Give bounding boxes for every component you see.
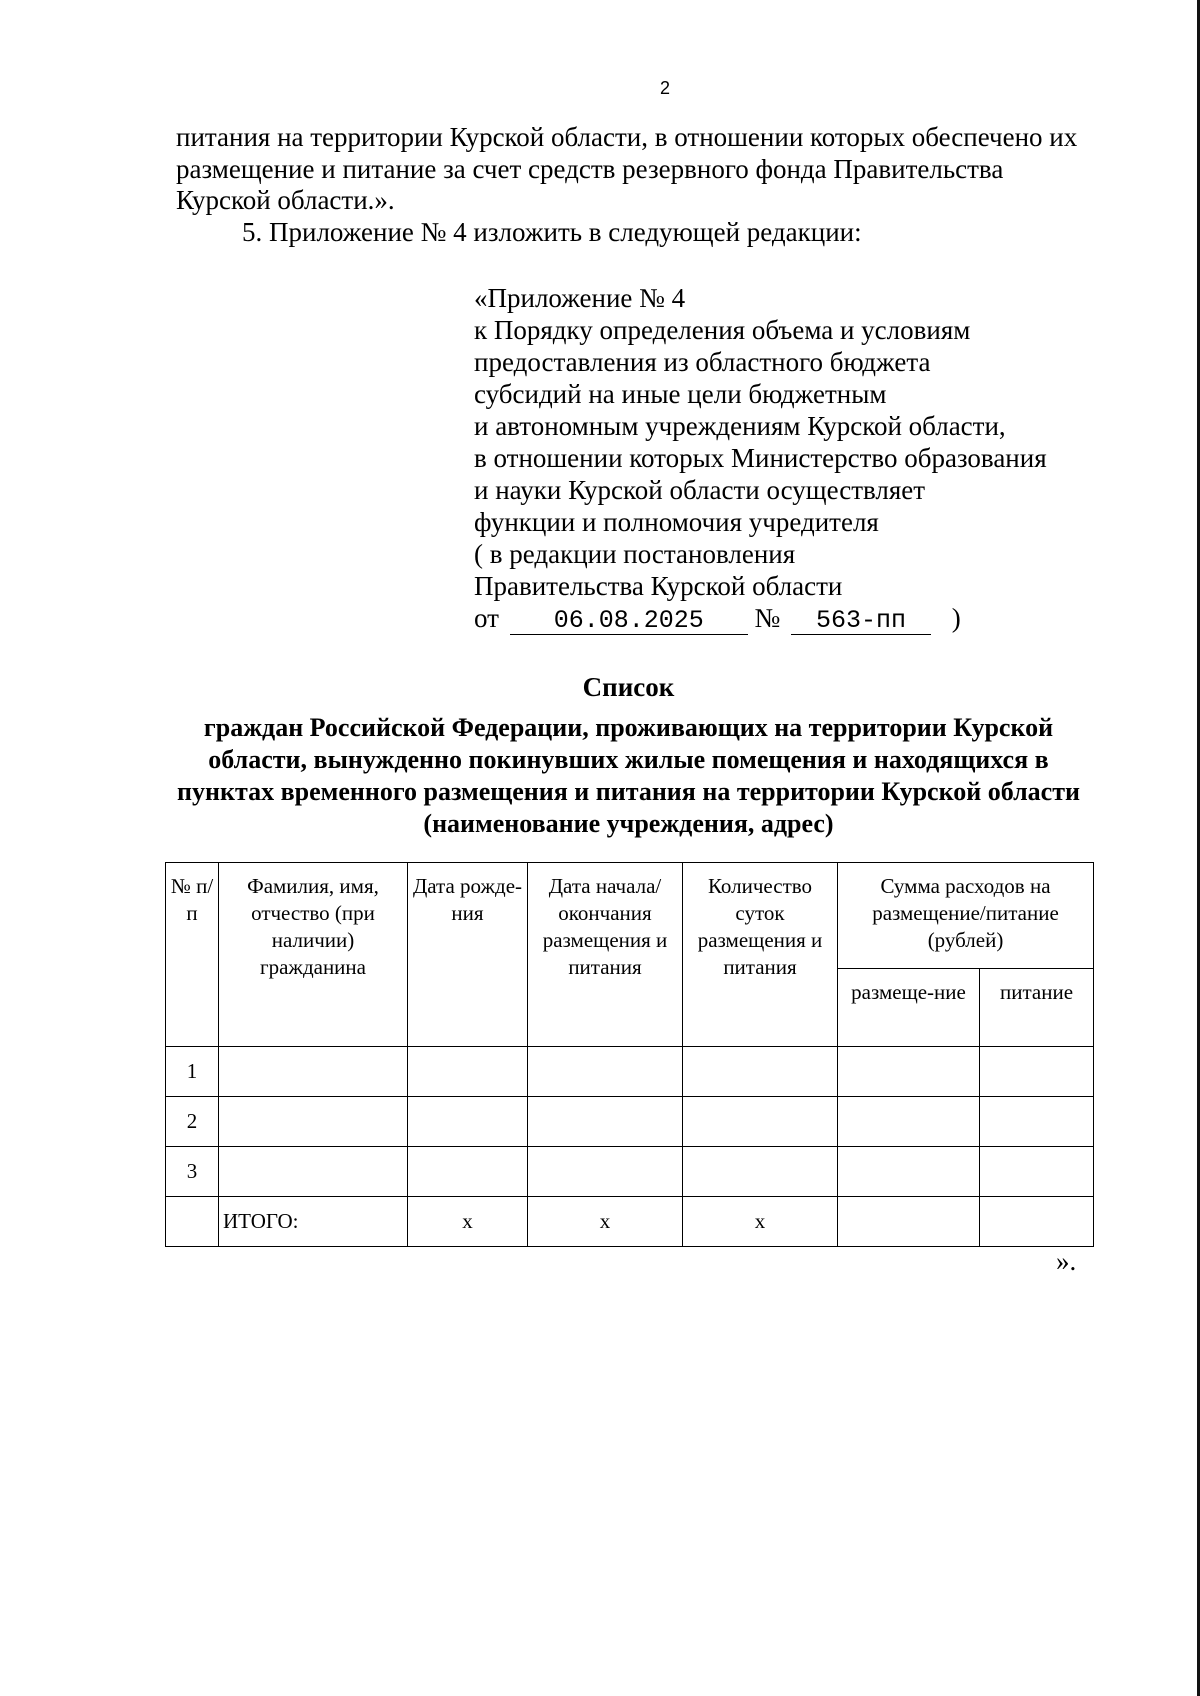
total-days-cell: х (683, 1197, 838, 1247)
table-cell (980, 1047, 1094, 1097)
list-heading: Список (582, 672, 675, 702)
list-description: граждан Российской Федерации, проживающих на территории Курской области, вынужденно покинувших жилые помещения и находящихся в пунктах временного размещения и питания на территории Курской области (наименование учреждения, адрес) (177, 713, 1080, 838)
total-food-cell (980, 1197, 1094, 1247)
table-cell (838, 1147, 980, 1197)
resolution-reference (474, 602, 1094, 635)
table-total-row (166, 1197, 1094, 1247)
table-cell (838, 1047, 980, 1097)
table-cell (980, 1097, 1094, 1147)
table-cell (408, 1147, 528, 1197)
total-label: ИТОГО: (219, 1197, 408, 1247)
table-cell (683, 1047, 838, 1097)
row-number: 3 (166, 1147, 219, 1197)
paragraph-continuation: питания на территории Курской области, в отношении которых обеспечено их размещение и питание за счет средств резервного фонда Правительства Курской области.». (176, 122, 1078, 215)
table-cell (683, 1097, 838, 1147)
header-sum: Сумма расходов на размещение/питание (рублей) (838, 863, 1094, 969)
table-header-row (166, 863, 1094, 969)
resolution-number: 563-пп (791, 608, 931, 635)
table-cell (219, 1097, 408, 1147)
table-cell (219, 1047, 408, 1097)
closing-paren: ) (951, 603, 961, 633)
from-label: от (474, 603, 499, 633)
resolution-date: 06.08.2025 (510, 608, 748, 635)
table-cell (838, 1097, 980, 1147)
page-number: 2 (659, 78, 670, 98)
table-row (166, 1097, 1094, 1147)
header-name: Фамилия, имя, отчество (при наличии) гражданина (219, 863, 408, 1047)
appendix-line: и науки Курской области осуществляет (474, 475, 926, 505)
row-number: 2 (166, 1097, 219, 1147)
closing-quote: ». (1056, 1246, 1077, 1276)
header-sum-food: питание (980, 969, 1094, 1047)
appendix-line: в отношении которых Министерство образования (474, 443, 1047, 473)
table-cell (408, 1097, 528, 1147)
table-cell (980, 1147, 1094, 1197)
table-cell (528, 1047, 683, 1097)
row-number: 1 (166, 1047, 219, 1097)
table-cell (528, 1147, 683, 1197)
table-cell (408, 1047, 528, 1097)
header-birth-date: Дата рожде-ния (408, 863, 528, 1047)
table-cell (166, 1197, 219, 1247)
appendix-line: «Приложение № 4 (474, 283, 686, 313)
appendix-line: ( в редакции постановления (474, 539, 796, 569)
total-accommodation-cell (838, 1197, 980, 1247)
table-cell (528, 1097, 683, 1147)
appendix-line: функции и полномочия учредителя (474, 507, 879, 537)
appendix-header (474, 282, 1094, 635)
paragraph-item-5: 5. Приложение № 4 изложить в следующей редакции: (242, 217, 862, 247)
header-days: Количество суток размещения и питания (683, 863, 838, 1047)
table-row (166, 1047, 1094, 1097)
appendix-line: субсидий на иные цели бюджетным (474, 379, 887, 409)
number-label: № (754, 603, 781, 633)
appendix-line: предоставления из областного бюджета (474, 347, 931, 377)
citizens-table (165, 862, 1094, 1247)
header-sum-accommodation: размеще-ние (838, 969, 980, 1047)
table-cell (219, 1147, 408, 1197)
header-dates: Дата начала/ окончания размещения и питания (528, 863, 683, 1047)
appendix-line: и автономным учреждениям Курской области, (474, 411, 1006, 441)
total-dates-cell: х (528, 1197, 683, 1247)
table-cell (683, 1147, 838, 1197)
header-num: № п/п (166, 863, 219, 1047)
table-row (166, 1147, 1094, 1197)
appendix-line: Правительства Курской области (474, 571, 843, 601)
total-birth-cell: х (408, 1197, 528, 1247)
appendix-line: к Порядку определения объема и условиям (474, 315, 971, 345)
list-title (176, 670, 1081, 840)
